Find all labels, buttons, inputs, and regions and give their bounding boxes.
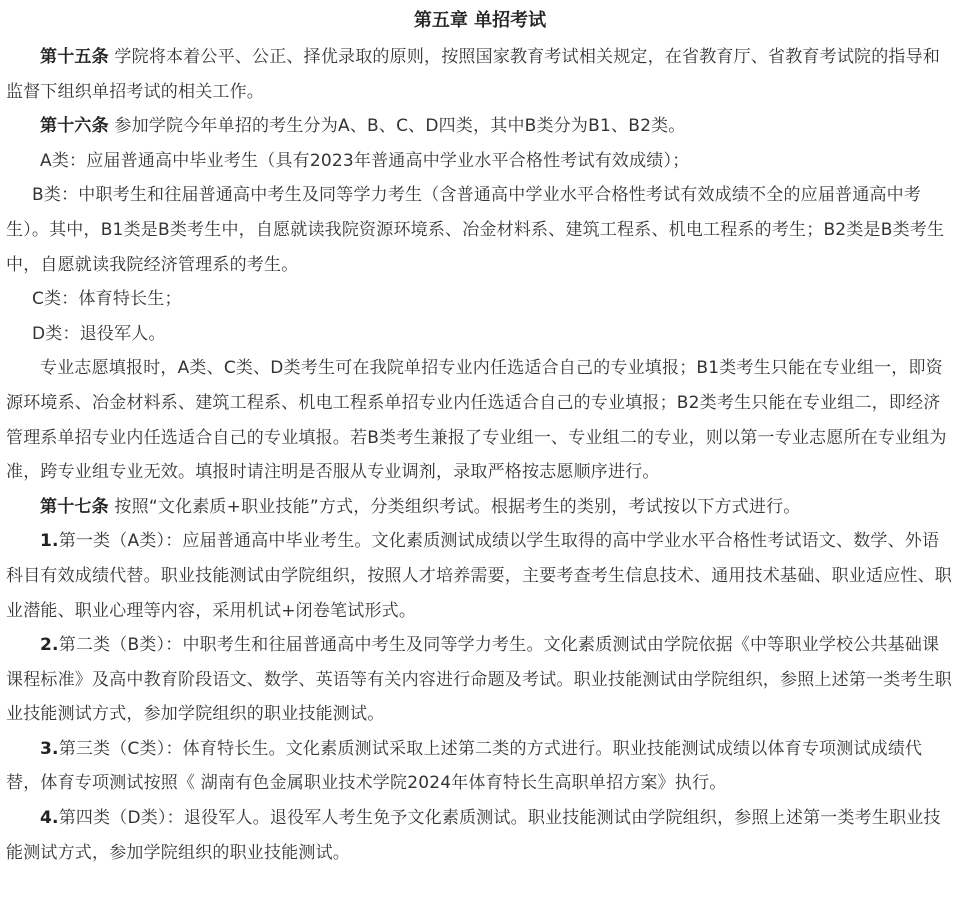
type-b-paragraph: B类：中职考生和往届普通高中考生及同等学力考生（含普通高中学业水平合格性考试有效成绩不全的应届普通高中考生）。其中，B1类是B类考生中，自愿就读我院资源环境系、冶金材料系、建筑工程系、机电工程系的考生；B2类是B类考生中，自愿就读我院经济管理系的考生。 bbox=[6, 185, 945, 275]
exam-item-1-text: 第一类（A类）：应届普通高中毕业考生。文化素质测试成绩以学生取得的高中学业水平合格性考试语文、数学、外语科目有效成绩代替。职业技能测试由学院组织，按照人才培养需要，主要考查考生信息技术、通用技术基础、职业适应性、职业潜能、职业心理等内容，采用机试+闭卷笔试形式。 bbox=[6, 531, 952, 621]
exam-item-3 bbox=[6, 732, 954, 801]
volunteer-paragraph: 专业志愿填报时，A类、C类、D类考生可在我院单招专业内任选适合自己的专业填报；B1类考生只能在专业组一，即资源环境系、冶金材料系、建筑工程系、机电工程系单招专业内任选适合自己的专业填报；B2类考生只能在专业组二，即经济管理系单招专业内任选适合自己的专业填报。若B类考生兼报了专业组一、专业组二的专业，则以第一专业志愿所在专业组为准，跨专业组专业无效。填报时请注明是否服从专业调剂，录取严格按志愿顺序进行。 bbox=[6, 358, 947, 483]
article-15 bbox=[6, 40, 954, 109]
article-17-lead: 第十七条 bbox=[40, 496, 109, 517]
exam-item-3-text: 第三类（C类）：体育特长生。文化素质测试采取上述第二类的方式进行。职业技能测试成绩以体育专项测试成绩代替，体育专项测试按照《 湖南有色金属职业技术学院2024年体育特长生高职单招方案》执行。 bbox=[6, 738, 923, 794]
exam-item-2-lead: 2. bbox=[40, 635, 59, 656]
exam-item-2 bbox=[6, 628, 954, 732]
article-16 bbox=[6, 109, 954, 144]
exam-item-1 bbox=[6, 524, 954, 628]
type-c-paragraph: C类：体育特长生； bbox=[32, 289, 182, 310]
article-17-text: 按照“文化素质+职业技能”方式，分类组织考试。根据考生的类别，考试按以下方式进行。 bbox=[108, 496, 801, 517]
type-d-paragraph: D类：退役军人。 bbox=[32, 323, 166, 344]
exam-item-1-lead: 1. bbox=[40, 531, 59, 552]
exam-item-3-lead: 3. bbox=[40, 738, 59, 759]
exam-item-4 bbox=[6, 801, 954, 870]
article-16-lead: 第十六条 bbox=[40, 116, 109, 137]
chapter-title: 第五章 单招考试 bbox=[413, 10, 547, 31]
article-16-text: 参加学院今年单招的考生分为A、B、C、D四类，其中B类分为B1、B2类。 bbox=[108, 116, 686, 137]
exam-item-4-lead: 4. bbox=[40, 808, 59, 829]
type-a-paragraph: A类：应届普通高中毕业考生（具有2023年普通高中学业水平合格性考试有效成绩）； bbox=[40, 150, 690, 171]
exam-item-2-text: 第二类（B类）：中职考生和往届普通高中考生及同等学力考生。文化素质测试由学院依据《中等职业学校公共基础课课程标准》及高中教育阶段语文、数学、英语等有关内容进行命题及考试。职业技能测试由学院组织，参照上述第一类考生职业技能测试方式，参加学院组织的职业技能测试。 bbox=[6, 635, 952, 725]
article-15-text: 学院将本着公平、公正、择优录取的原则，按照国家教育考试相关规定，在省教育厅、省教育考试院的指导和监督下组织单招考试的相关工作。 bbox=[6, 47, 941, 102]
article-17 bbox=[6, 490, 954, 525]
exam-item-4-text: 第四类（D类）：退役军人。退役军人考生免予文化素质测试。职业技能测试由学院组织，参照上述第一类考生职业技能测试方式，参加学院组织的职业技能测试。 bbox=[6, 808, 941, 863]
article-15-lead: 第十五条 bbox=[40, 47, 109, 67]
